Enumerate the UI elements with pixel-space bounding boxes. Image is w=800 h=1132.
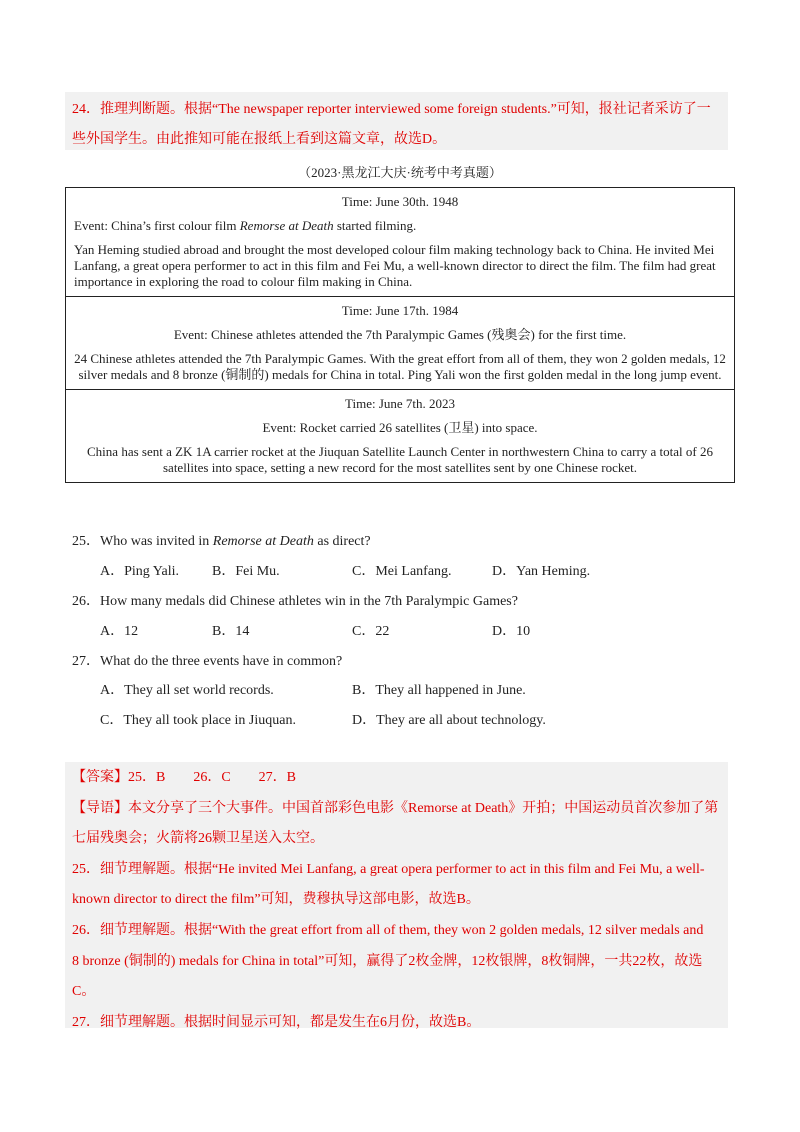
q25-option-c: C．Mei Lanfang. [352,564,452,579]
event-time: Time: June 17th. 1984 [341,303,459,318]
guide-line-1: 【导语】本文分享了三个大事件。中国首部彩色电影《Remorse at Death》开拍；中国运动员首次参加了第 [72,801,719,816]
prev-answer-line-1: 24．推理判断题。根据“The newspaper reporter interviewed some foreign students.”可知，报社记者采访了一 [72,102,711,117]
q26-option-a: A．12 [100,624,139,639]
event-1948 [66,188,734,296]
event-2023 [66,389,734,482]
explanation-26-line-1: 26．细节理解题。根据“With the great effort from all of them, they won 2 golden medals, 12 silver medals and [72,923,704,938]
question-25: 25．Who was invited in Remorse at Death as direct? [72,534,371,549]
q26-option-c: C．22 [352,624,390,639]
explanation-27-line-1: 27．细节理解题。根据时间显示可知，都是发生在6月份，故选B。 [72,1015,481,1030]
explanation-25-line-1: 25．细节理解题。根据“He invited Mei Lanfang, a great opera performer to act in this film and Fei Mu, a well- [72,862,705,877]
q26-option-b: B．14 [212,624,250,639]
question-27: 27．What do the three events have in common? [72,654,343,669]
q26-option-d: D．10 [492,624,531,639]
q27-option-c: C．They all took place in Jiuquan. [100,713,296,728]
event-description: Yan Heming studied abroad and brought the most developed colour film making technology back to China. He invited Mei Lanfang, a great opera performer to act in this film and Fei Mu, a well-known director to direct the film. The film had great importance in exploring the road to colour film making in China. [74,242,716,289]
q27-option-d: D．They are all about technology. [352,713,546,728]
explanation-25-line-2: known director to direct the film”可知，费穆执导这部电影，故选B。 [72,892,480,907]
events-table [65,187,735,483]
explanation-26-line-3: C。 [72,984,96,999]
q25-option-d: D．Yan Heming. [492,564,591,579]
q27-option-b: B．They all happened in June. [352,683,526,698]
explanation-26-line-2: 8 bronze (铜制的) medals for China in total”可知，赢得了2枚金牌，12枚银牌，8枚铜牌，一共22枚，故选 [72,954,703,969]
q25-option-b: B．Fei Mu. [212,564,280,579]
event-description: China has sent a ZK 1A carrier rocket at the Jiuquan Satellite Launch Center in northwestern China to carry a total of 26 satellites into space, setting a new record for the most satellites sent by one Chinese rocket. [87,444,713,475]
event-title: Event: China’s first colour film Remorse at Death started filming. [74,218,417,233]
source-label: （2023·黑龙江大庆·统考中考真题） [298,165,502,180]
guide-line-2: 七届残奥会；火箭将26颗卫星送入太空。 [72,831,324,846]
event-1984 [66,296,734,389]
q27-option-a: A．They all set world records. [100,683,274,698]
film-title: Remorse at Death [239,218,334,233]
prev-answer-line-2: 些外国学生。由此推知可能在报纸上看到这篇文章，故选D。 [72,132,447,147]
event-title: Event: Rocket carried 26 satellites (卫星) into space. [262,420,538,435]
q25-option-a: A．Ping Yali. [100,564,179,579]
answer-key: 【答案】25．B 26．C 27．B [72,770,297,785]
event-description: 24 Chinese athletes attended the 7th Paralympic Games. With the great effort from all of them, they won 2 golden medals, 12 silver medals and 8 bronze (铜制的) medals for China in total. Ping Yali won the first golden medal in the long jump event. [74,351,726,382]
question-26: 26．How many medals did Chinese athletes win in the 7th Paralympic Games? [72,594,518,609]
event-title: Event: Chinese athletes attended the 7th Paralympic Games (残奥会) for the first time. [173,327,627,342]
event-time: Time: June 30th. 1948 [341,194,459,209]
event-time: Time: June 7th. 2023 [344,396,456,411]
